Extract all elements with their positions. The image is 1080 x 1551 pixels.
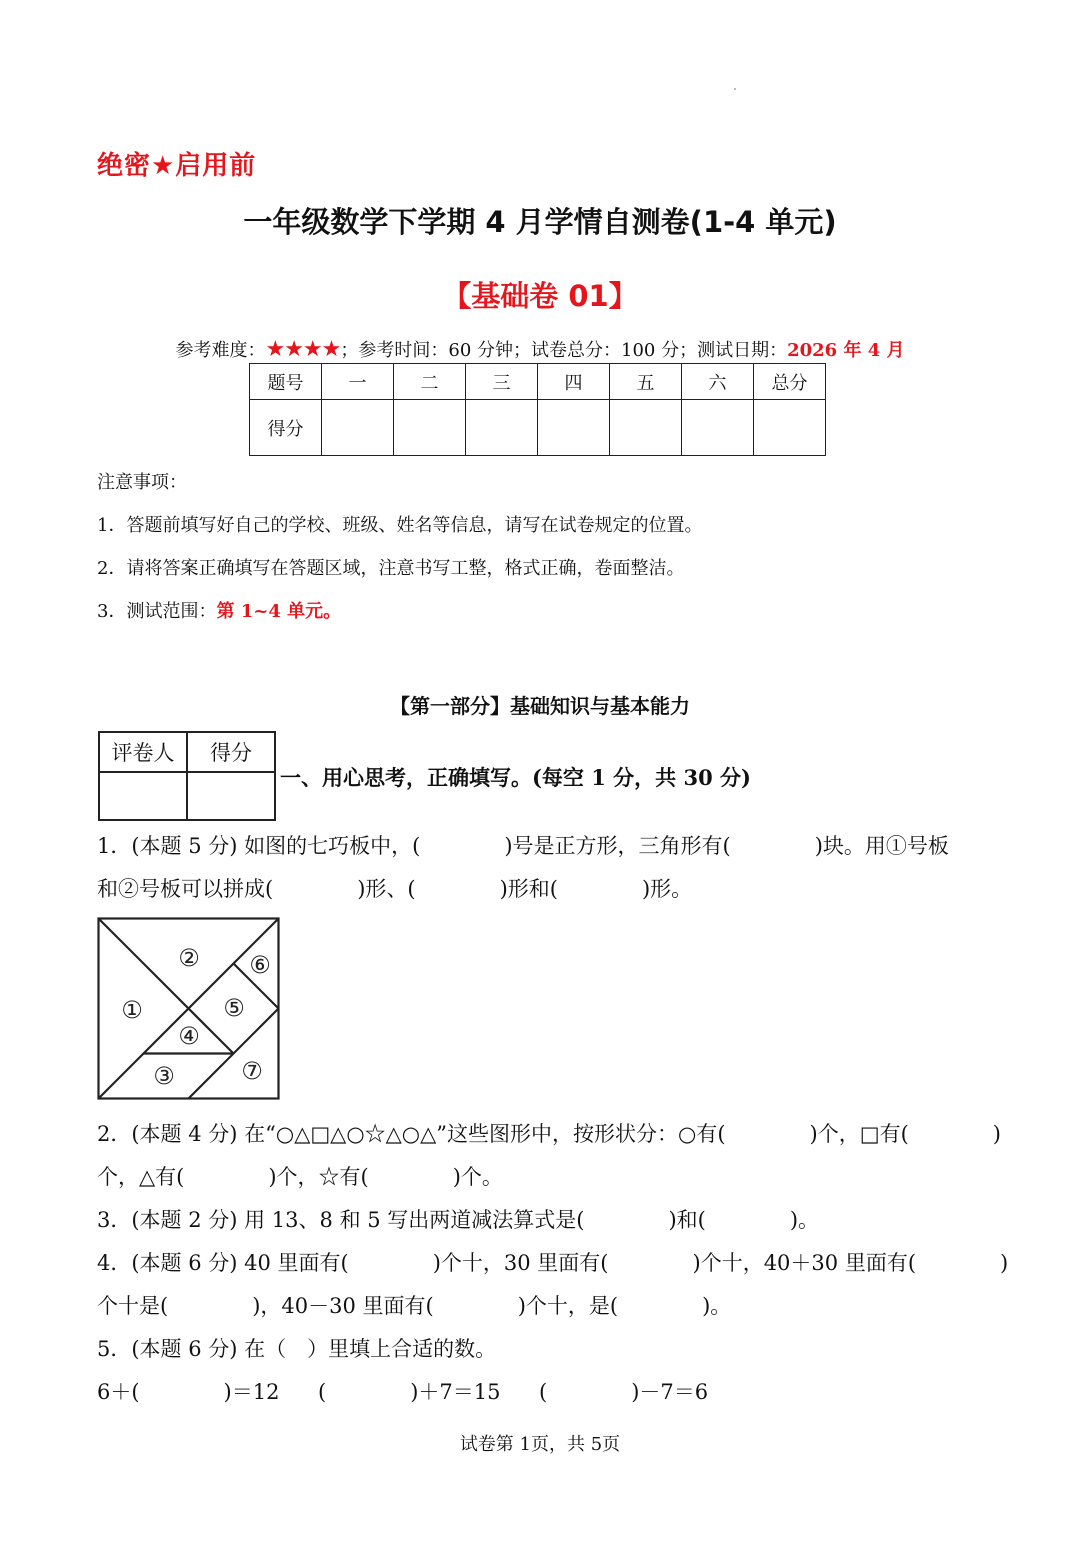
grader-table <box>98 731 276 821</box>
note-scope-label: 3．测试范围： <box>97 601 217 622</box>
grader-reviewer-cell[interactable] <box>99 772 187 820</box>
difficulty-label: 参考难度： <box>175 340 266 361</box>
tangram-label: ⑦ <box>241 1057 263 1085</box>
question-2-line1: 2．(本题 4 分) 在“○△□△○☆△○△”这些图形中，按形状分：○有( )个，□有( ) <box>97 1122 1001 1146</box>
scan-dot <box>734 88 736 90</box>
question-5-equation-3: ( )－7＝6 <box>539 1380 709 1404</box>
tangram-label: ② <box>178 944 200 972</box>
question-4-line1: 4．(本题 6 分) 40 里面有( )个十，30 里面有( )个十，40＋30 里面有( ) <box>97 1251 1009 1275</box>
question-1-line1: 1．(本题 5 分) 如图的七巧板中，( )号是正方形，三角形有( )块。用①号板 <box>97 834 949 858</box>
note-item-scope <box>97 597 341 623</box>
exam-subtitle: 【基础卷 01】 <box>442 279 638 313</box>
confidential-label: 绝密★启用前 <box>97 151 257 181</box>
score-cell[interactable] <box>610 400 682 456</box>
score-cell[interactable] <box>322 400 394 456</box>
info-details: ；参考时间：60 分钟；试卷总分：100 分；测试日期： <box>340 340 788 361</box>
score-header-cell: 一 <box>322 364 394 400</box>
grader-reviewer-label: 评卷人 <box>99 732 187 772</box>
section-1-title: 一、用心思考，正确填写。(每空 1 分，共 30 分) <box>280 765 751 790</box>
question-3: 3．(本题 2 分) 用 13、8 和 5 写出两道减法算式是( )和( )。 <box>97 1208 820 1232</box>
score-header-cell: 四 <box>538 364 610 400</box>
score-table <box>249 363 826 456</box>
question-5: 5．(本题 6 分) 在（ ）里填上合适的数。 <box>97 1337 497 1361</box>
exam-title: 一年级数学下学期 4 月学情自测卷(1-4 单元) <box>243 205 837 239</box>
tangram-label: ⑤ <box>223 994 245 1022</box>
score-header-cell: 三 <box>466 364 538 400</box>
tangram-label: ⑥ <box>249 951 271 979</box>
score-header-cell: 题号 <box>250 364 322 400</box>
score-cell[interactable] <box>538 400 610 456</box>
question-2-line2: 个，△有( )个，☆有( )个。 <box>97 1165 503 1189</box>
tangram-figure <box>97 917 281 1101</box>
question-5-equation-2: ( )＋7＝15 <box>318 1380 501 1404</box>
score-cell[interactable] <box>682 400 754 456</box>
score-row-label: 得分 <box>250 400 322 456</box>
note-item: 1．答题前填写好自己的学校、班级、姓名等信息，请写在试卷规定的位置。 <box>97 515 703 536</box>
score-header-cell: 五 <box>610 364 682 400</box>
score-cell[interactable] <box>394 400 466 456</box>
score-header-cell: 二 <box>394 364 466 400</box>
score-header-cell: 六 <box>682 364 754 400</box>
question-4-line2: 个十是( )，40－30 里面有( )个十，是( )。 <box>97 1294 732 1318</box>
score-cell[interactable] <box>466 400 538 456</box>
grader-score-label: 得分 <box>187 732 275 772</box>
question-5-equation-1: 6＋( )＝12 <box>97 1380 280 1404</box>
tangram-line <box>99 919 234 1054</box>
score-cell[interactable] <box>754 400 826 456</box>
note-item: 2．请将答案正确填写在答题区域，注意书写工整，格式正确，卷面整洁。 <box>97 558 685 579</box>
page-footer: 试卷第 1页，共 5页 <box>459 1434 621 1455</box>
grader-score-cell[interactable] <box>187 772 275 820</box>
exam-info-line <box>0 336 1080 362</box>
tangram-label: ③ <box>153 1062 175 1090</box>
test-date: 2026 年 4 月 <box>787 340 905 361</box>
tangram-label: ① <box>121 996 143 1024</box>
part-title: 【第一部分】基础知识与基本能力 <box>390 694 690 718</box>
difficulty-stars-icon: ★★★★ <box>265 337 341 362</box>
note-scope-value: 第 1~4 单元。 <box>216 601 342 622</box>
tangram-label: ④ <box>178 1022 200 1050</box>
question-1-line2: 和②号板可以拼成( )形、( )形和( )形。 <box>97 877 693 901</box>
notes-heading: 注意事项： <box>97 472 187 493</box>
score-header-cell: 总分 <box>754 364 826 400</box>
